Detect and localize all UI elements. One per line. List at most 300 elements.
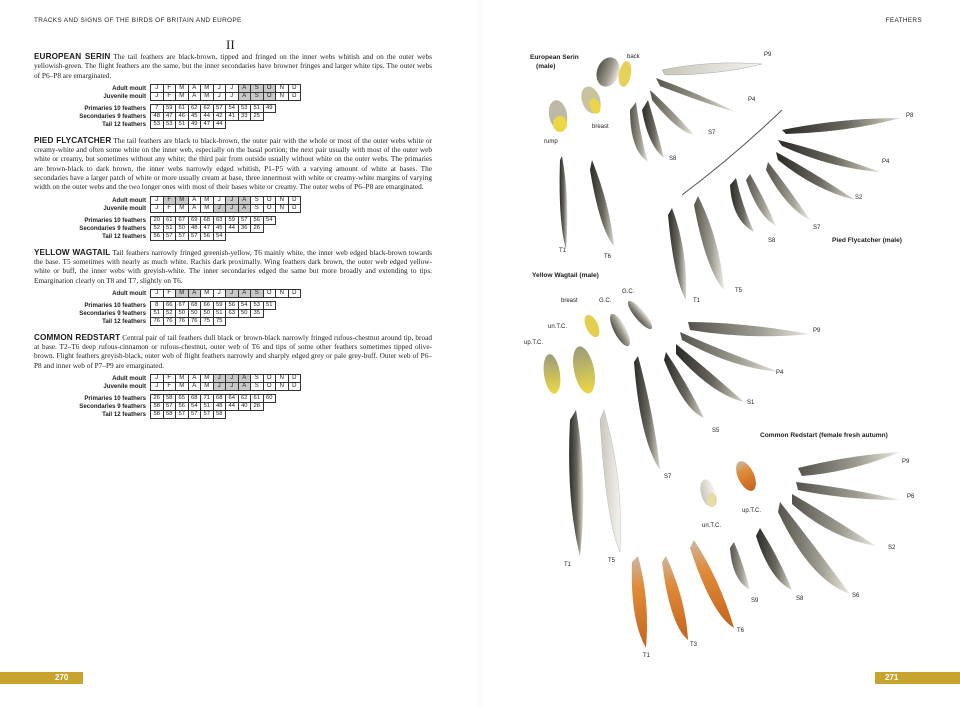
label-flycatcher-p8: P8: [906, 113, 914, 119]
moult-row-label: Juvenile moult: [103, 204, 146, 212]
month-cell: J: [151, 196, 164, 204]
month-cell: A: [188, 289, 201, 297]
feather-length-cell: 57: [201, 411, 214, 419]
feather-length-cell: 57: [188, 232, 201, 240]
moult-row-label: Juvenile moult: [103, 383, 146, 391]
feather-length-cell: 44: [226, 403, 239, 411]
species-tables: [34, 196, 432, 241]
label-wagtail-s7: S7: [664, 474, 672, 480]
label-serin-p9: P9: [764, 52, 772, 58]
feather-row: [34, 224, 276, 232]
serin-wing-feathers: [630, 63, 762, 162]
feather-length-cell: 64: [226, 395, 239, 403]
month-cell: A: [188, 375, 201, 383]
feather-row: [34, 395, 276, 403]
month-cell: N: [276, 383, 289, 391]
label-serin-s7: S7: [708, 130, 716, 136]
month-cell: S: [251, 84, 264, 92]
month-cell: M: [201, 289, 214, 297]
feather-length-cell: 57: [176, 411, 189, 419]
month-cell: M: [201, 196, 214, 204]
month-cell: J: [226, 289, 239, 297]
feather-length-cell: 42: [213, 112, 226, 120]
running-head-left: TRACKS AND SIGNS OF THE BIRDS OF BRITAIN AND EUROPE: [34, 17, 242, 24]
moult-row: [34, 196, 301, 204]
month-cell: M: [201, 383, 214, 391]
month-cell: J: [226, 204, 239, 212]
feather-row: [34, 317, 276, 325]
feather-length-cell: 68: [188, 301, 201, 309]
feather-length-cell: 68: [201, 216, 214, 224]
label-redstart-uptc: up.T.C.: [742, 508, 762, 514]
feather-length-cell: 54: [226, 104, 239, 112]
month-cell: A: [238, 92, 251, 100]
month-cell: J: [213, 84, 226, 92]
feather-length-cell: 68: [188, 395, 201, 403]
feather-length-cell: 50: [188, 309, 201, 317]
month-cell: M: [176, 383, 189, 391]
section-numeral: II: [226, 37, 235, 52]
feather-length-cell: 51: [201, 403, 214, 411]
month-cell: D: [288, 289, 301, 297]
feather-length-cell: 57: [188, 411, 201, 419]
feather-length-cell: 48: [188, 224, 201, 232]
feather-row-label: Tail 12 feathers: [102, 411, 146, 419]
species-name: YELLOW WAGTAIL: [34, 247, 111, 257]
feather-length-cell: 44: [213, 120, 226, 128]
feather-length-cell: 25: [251, 112, 264, 120]
feather-row: [34, 309, 276, 317]
feather-row-label: Secondaries 9 feathers: [79, 224, 146, 232]
feather-length-cell: 48: [151, 112, 164, 120]
species-paragraph: [34, 52, 432, 80]
species-paragraph: [34, 136, 432, 192]
feather-length-cell: 60: [263, 395, 276, 403]
month-cell: J: [151, 289, 164, 297]
feather-row-label: Primaries 10 feathers: [84, 395, 146, 403]
label-wagtail-uptc: up.T.C.: [524, 340, 544, 346]
feather-row: [34, 112, 276, 120]
moult-table: [34, 84, 301, 101]
feather-length-cell: 48: [213, 403, 226, 411]
month-cell: J: [213, 204, 226, 212]
feather-length-cell: 62: [188, 104, 201, 112]
month-cell: M: [176, 196, 189, 204]
label-redstart-s8: S8: [796, 596, 804, 602]
label-redstart-s9: S9: [751, 598, 759, 604]
feather-length-cell: 62: [238, 395, 251, 403]
label-yellow-wagtail: Yellow Wagtail (male): [532, 272, 599, 279]
month-cell: F: [163, 92, 176, 100]
right-page: [480, 0, 960, 706]
month-cell: J: [151, 84, 164, 92]
month-cell: A: [188, 84, 201, 92]
species-description: The tail feathers are black to black-brown, the outer pair with the whole or most of the outer webs white or creamy-white and often some white on the inner web, especially on the basal portion; the next pair usually with most of the outer web white or creamy, but sometimes without any white; the third pair from outside usually without white on the outer webs. The primaries are brown-black to dark brown, the inner webs narrowly edged whitish, P1–P5 with a varying amount of white at bases. The secondaries have a larger patch of white or more usually cream at base, three innermost with white or creamy-white margins of varying width on the outer webs and the two longer ones with most of their bases white or creamy. The outer webs of P6–P8 are emarginated.: [34, 135, 432, 192]
label-redstart-s2: S2: [888, 545, 896, 551]
running-head-right: FEATHERS: [885, 17, 922, 24]
feather-length-cell: 52: [151, 224, 164, 232]
label-flycatcher-s8: S8: [768, 238, 776, 244]
month-cell: J: [226, 196, 239, 204]
feather-length-cell: 49: [263, 104, 276, 112]
species-description: Central pair of tail feathers dull black or brown-black narrowly fringed rufous-chestnut around tip, broad at base. T2–T6 deep rufous-cinnamon or rufous-chestnut, outer web of T6 and tips of some other feathers sometimes tipped olive-brown. Flight feathers greyish-black, outer web of flight feathers narrowly and sharply edged grey or pale grey-buff. Outer web of P6–P8 and inner web of P7–P9 are emarginated.: [34, 332, 432, 370]
feather-length-cell: 8: [151, 301, 164, 309]
feather-row-label: Primaries 10 feathers: [84, 104, 146, 112]
feather-length-cell: 57: [176, 232, 189, 240]
feather-length-cell: 76: [151, 317, 164, 325]
feather-length-cell: 58: [151, 403, 164, 411]
species-name: EUROPEAN SERIN: [34, 52, 111, 61]
feather-length-cell: 66: [163, 301, 176, 309]
species-name: PIED FLYCATCHER: [34, 135, 112, 145]
label-serin-p4: P4: [748, 97, 756, 103]
month-cell: F: [163, 375, 176, 383]
feather-row: [34, 403, 276, 411]
wagtail-wing-feathers: [634, 322, 810, 470]
label-serin-t6: T6: [604, 254, 612, 260]
feather-length-cell: 54: [213, 232, 226, 240]
label-wagtail-gc-2: G.C.: [622, 289, 635, 295]
feather-length-cell: 53: [163, 120, 176, 128]
label-flycatcher-t1: T1: [693, 298, 701, 304]
feather-length-cell: 40: [238, 403, 251, 411]
feather-length-cell: 54: [263, 216, 276, 224]
month-cell: N: [276, 289, 289, 297]
month-cell: A: [238, 289, 251, 297]
species-tables: [34, 289, 432, 326]
moult-row-label: Juvenile moult: [103, 92, 146, 100]
label-flycatcher-s7: S7: [813, 225, 821, 231]
feather-length-cell: 61: [163, 216, 176, 224]
feather-row-label: Secondaries 9 feathers: [79, 309, 146, 317]
month-cell: J: [151, 375, 164, 383]
feather-length-cell: 56: [151, 232, 164, 240]
moult-row: [34, 289, 301, 297]
feather-length-cell: 28: [251, 403, 264, 411]
feather-length-cell: 7: [151, 104, 164, 112]
species-accounts: [34, 52, 432, 426]
feather-length-cell: 41: [226, 112, 239, 120]
label-redstart-t3: T3: [690, 642, 698, 648]
label-breast: breast: [592, 124, 609, 130]
month-cell: A: [188, 92, 201, 100]
label-serin-t1: T1: [559, 248, 567, 254]
feather-row-label: Tail 12 feathers: [102, 317, 146, 325]
month-cell: O: [263, 196, 276, 204]
label-serin-s8: S8: [669, 156, 677, 162]
month-cell: M: [176, 204, 189, 212]
feather-length-cell: 51: [251, 104, 264, 112]
feather-length-cell: 47: [163, 112, 176, 120]
month-cell: A: [188, 196, 201, 204]
feather-row-label: Primaries 10 feathers: [84, 216, 146, 224]
label-wagtail-p9: P9: [813, 328, 821, 334]
page-bar-left: [0, 672, 83, 684]
month-cell: M: [201, 84, 214, 92]
feather-length-cell: 51: [176, 120, 189, 128]
month-cell: A: [238, 204, 251, 212]
label-wagtail-s5: S5: [712, 428, 720, 434]
feather-length-cell: 51: [163, 224, 176, 232]
label-flycatcher-p4: P4: [882, 159, 890, 165]
feather-length-cell: 62: [201, 104, 214, 112]
feather-length-cell: 58: [163, 395, 176, 403]
month-cell: D: [288, 375, 301, 383]
label-redstart-p6: P6: [907, 494, 915, 500]
feather-length-cell: 33: [238, 112, 251, 120]
species-paragraph: [34, 333, 432, 370]
feather-row-label: Primaries 10 feathers: [84, 301, 146, 309]
month-cell: A: [238, 84, 251, 92]
feather-row-label: Secondaries 9 feathers: [79, 403, 146, 411]
feather-length-cell: 75: [201, 317, 214, 325]
feather-length-cell: 76: [176, 317, 189, 325]
label-wagtail-t1: T1: [564, 562, 572, 568]
feather-length-cell: 56: [226, 301, 239, 309]
month-cell: F: [163, 383, 176, 391]
species-paragraph: [34, 248, 432, 285]
feather-length-cell: 26: [151, 395, 164, 403]
feather-row-label: Secondaries 9 feathers: [79, 112, 146, 120]
feather-row: [34, 411, 276, 419]
species-description: Tail feathers narrowly fringed greenish-yellow, T6 mainly white, the inner web edged black-brown towards the base. T5 sometimes with nearly as much white. Rachis dark proximally. Wing feathers dark brown, the outer web edged yellow-white or buff, the inner webs with greyish-white. The inner secondaries edged the same but more broadly and extending to tips. Emargination clearly on T8 and T7, slightly on T6.: [34, 247, 432, 285]
month-cell: D: [288, 196, 301, 204]
label-wagtail-untc: un.T.C.: [548, 324, 568, 330]
feather-length-cell: 59: [163, 104, 176, 112]
label-redstart-s6: S6: [852, 593, 860, 599]
label-common-redstart: Common Redstart (female fresh autumn): [760, 432, 888, 439]
feather-length-cell: 56: [251, 216, 264, 224]
serin-breast-feather: [578, 84, 604, 116]
moult-row: [34, 92, 301, 100]
feather-length-cell: 47: [201, 120, 214, 128]
month-cell: J: [226, 92, 239, 100]
month-cell: M: [176, 84, 189, 92]
month-cell: J: [213, 383, 226, 391]
month-cell: F: [163, 289, 176, 297]
page-number-right: 271: [885, 673, 899, 682]
feather-length-cell: 46: [176, 112, 189, 120]
month-cell: A: [238, 196, 251, 204]
feather-length-cell: 44: [201, 112, 214, 120]
feather-length-cell: 63: [213, 216, 226, 224]
moult-row-label: Adult moult: [112, 375, 146, 383]
feather-length-cell: 51: [213, 309, 226, 317]
feather-length-cell: 52: [163, 309, 176, 317]
species-tables: [34, 84, 432, 129]
month-cell: O: [263, 383, 276, 391]
month-cell: D: [288, 383, 301, 391]
feather-length-cell: 69: [188, 216, 201, 224]
feather-length-cell: 65: [176, 395, 189, 403]
month-cell: O: [263, 289, 276, 297]
month-cell: J: [226, 84, 239, 92]
month-cell: O: [263, 92, 276, 100]
page-number-left: 270: [55, 673, 69, 682]
feather-length-cell: 61: [251, 395, 264, 403]
redstart-wing-feathers: [730, 452, 900, 594]
moult-row-label: Adult moult: [112, 196, 146, 204]
feather-length-table: [34, 104, 276, 129]
month-cell: D: [288, 92, 301, 100]
month-cell: S: [251, 92, 264, 100]
feather-length-cell: 58: [163, 411, 176, 419]
moult-table: [34, 289, 301, 298]
month-cell: D: [288, 204, 301, 212]
month-cell: M: [176, 92, 189, 100]
month-cell: S: [251, 289, 264, 297]
moult-row-label: Adult moult: [112, 289, 146, 297]
month-cell: S: [251, 383, 264, 391]
month-cell: F: [163, 196, 176, 204]
label-wagtail-t5: T5: [608, 558, 616, 564]
feather-length-cell: 35: [251, 309, 264, 317]
feather-length-cell: 54: [188, 403, 201, 411]
feather-length-cell: 57: [238, 216, 251, 224]
feather-length-cell: 50: [176, 224, 189, 232]
feather-length-cell: 57: [163, 403, 176, 411]
label-european-serin-sex: (male): [536, 63, 556, 70]
feather-length-cell: 76: [163, 317, 176, 325]
moult-row: [34, 375, 301, 383]
label-wagtail-s1: S1: [747, 400, 755, 406]
label-pied-flycatcher: Pied Flycatcher (male): [832, 237, 902, 244]
month-cell: J: [226, 383, 239, 391]
month-cell: M: [201, 375, 214, 383]
feather-length-table: [34, 394, 276, 419]
feather-length-cell: 53: [151, 120, 164, 128]
feather-length-cell: 57: [163, 232, 176, 240]
label-wagtail-p4: P4: [776, 370, 784, 376]
month-cell: M: [201, 204, 214, 212]
feather-length-cell: 44: [226, 224, 239, 232]
redstart-body-feathers: [698, 458, 760, 508]
month-cell: A: [188, 383, 201, 391]
feather-length-cell: 51: [263, 301, 276, 309]
moult-row-label: Adult moult: [112, 84, 146, 92]
feather-length-cell: 61: [176, 104, 189, 112]
feather-length-cell: 49: [188, 120, 201, 128]
month-cell: M: [176, 289, 189, 297]
month-cell: S: [251, 375, 264, 383]
month-cell: J: [213, 92, 226, 100]
label-rump: rump: [544, 139, 558, 145]
feather-plate: [480, 0, 960, 706]
month-cell: O: [263, 204, 276, 212]
species-name: COMMON REDSTART: [34, 332, 121, 342]
feather-length-cell: 67: [176, 301, 189, 309]
month-cell: J: [213, 196, 226, 204]
feather-length-cell: 47: [201, 224, 214, 232]
feather-row: [34, 232, 276, 240]
month-cell: F: [163, 84, 176, 92]
species-description: The tail feathers are black-brown, tipped and fringed on the inner webs whitish and on the outer webs yellowish-green. The flight feathers are the same, but the inner secondaries have browner fringes and larger white tips. The outer webs of P6–P8 are emarginated.: [34, 52, 432, 80]
label-redstart-untc: un.T.C.: [702, 523, 722, 529]
feather-length-cell: 68: [213, 395, 226, 403]
month-cell: J: [213, 289, 226, 297]
month-cell: D: [288, 84, 301, 92]
month-cell: O: [263, 375, 276, 383]
feather-length-table: [34, 301, 276, 326]
month-cell: J: [213, 375, 226, 383]
month-cell: A: [238, 383, 251, 391]
feather-length-cell: 58: [151, 411, 164, 419]
feather-row: [34, 216, 276, 224]
moult-table: [34, 374, 301, 391]
moult-row: [34, 204, 301, 212]
feather-length-cell: 53: [238, 104, 251, 112]
feather-length-cell: 66: [201, 301, 214, 309]
feather-length-cell: 75: [213, 317, 226, 325]
feather-length-cell: 20: [151, 216, 164, 224]
month-cell: N: [276, 84, 289, 92]
feather-row: [34, 301, 276, 309]
month-cell: J: [226, 375, 239, 383]
feather-length-cell: 53: [251, 301, 264, 309]
feather-length-cell: 45: [188, 112, 201, 120]
month-cell: A: [188, 204, 201, 212]
feather-length-cell: 36: [238, 224, 251, 232]
feather-length-cell: 63: [226, 309, 239, 317]
month-cell: N: [276, 375, 289, 383]
serin-tail-feathers: [560, 156, 614, 250]
feather-row-label: Tail 12 feathers: [102, 120, 146, 128]
month-cell: S: [251, 196, 264, 204]
month-cell: S: [251, 204, 264, 212]
feather-length-cell: 76: [188, 317, 201, 325]
feather-row: [34, 104, 276, 112]
label-redstart-t6: T6: [737, 628, 745, 634]
label-flycatcher-t5: T5: [735, 288, 743, 294]
feather-length-cell: 45: [213, 224, 226, 232]
feather-length-cell: 57: [213, 104, 226, 112]
feather-length-table: [34, 216, 276, 241]
month-cell: N: [276, 204, 289, 212]
month-cell: F: [163, 204, 176, 212]
label-back: back: [627, 54, 640, 60]
feather-length-cell: 59: [226, 216, 239, 224]
species-tables: [34, 374, 432, 419]
label-redstart-p9: P9: [902, 459, 910, 465]
month-cell: N: [276, 196, 289, 204]
feather-length-cell: 56: [176, 403, 189, 411]
separator-arc: [682, 110, 782, 195]
feather-length-cell: 56: [201, 232, 214, 240]
flycatcher-tail-feathers: [668, 196, 724, 300]
label-european-serin: European Serin: [530, 54, 579, 61]
redstart-tail-feathers: [632, 540, 734, 648]
month-cell: M: [201, 92, 214, 100]
label-wagtail-breast: breast: [561, 298, 578, 304]
month-cell: A: [238, 375, 251, 383]
month-cell: J: [151, 204, 164, 212]
month-cell: J: [151, 383, 164, 391]
feather-length-cell: 58: [213, 411, 226, 419]
label-flycatcher-s2: S2: [855, 195, 863, 201]
moult-row: [34, 84, 301, 92]
month-cell: N: [276, 92, 289, 100]
feather-row-label: Tail 12 feathers: [102, 232, 146, 240]
month-cell: J: [151, 92, 164, 100]
feather-length-cell: 59: [213, 301, 226, 309]
month-cell: M: [176, 375, 189, 383]
feather-length-cell: 50: [176, 309, 189, 317]
feather-row: [34, 120, 276, 128]
wagtail-tail-feathers: [569, 410, 621, 556]
serin-rump-feather: [547, 99, 570, 132]
moult-table: [34, 196, 301, 213]
label-wagtail-gc: G.C.: [599, 298, 612, 304]
